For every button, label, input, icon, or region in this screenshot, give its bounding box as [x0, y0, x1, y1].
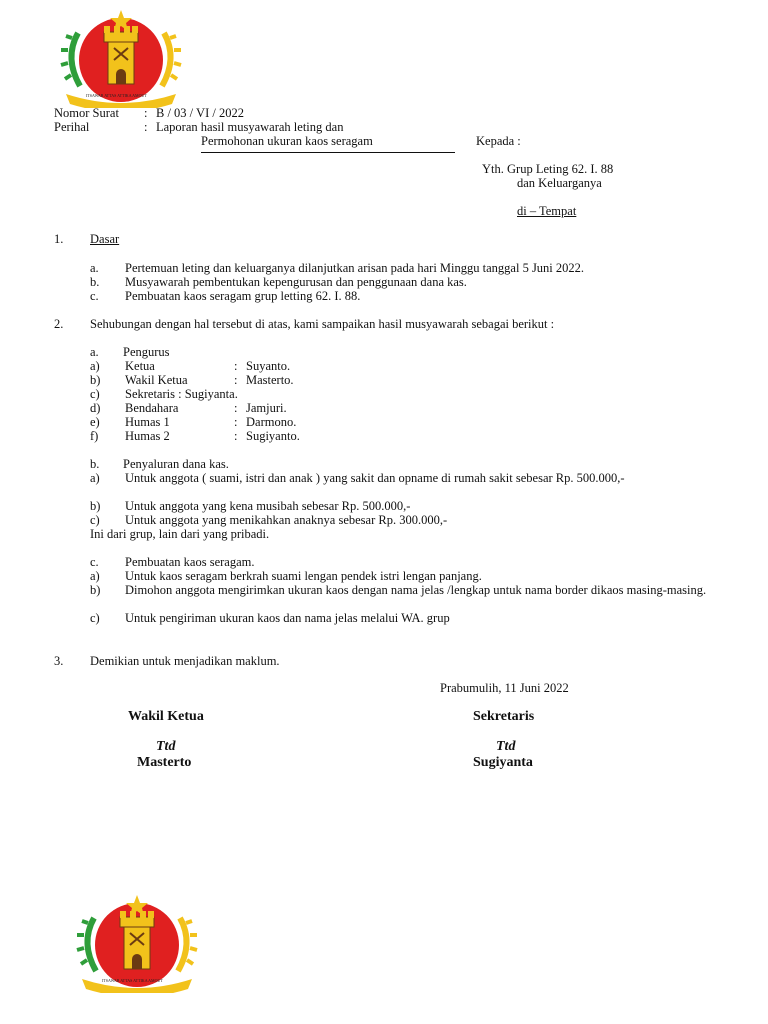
recipient-line1: Yth. Grup Leting 62. I. 88 — [482, 162, 614, 176]
perihal-line1: Laporan hasil musyawarah leting dan — [156, 120, 344, 134]
logo-banner-text: ITSAWAR ATTAS ATTIKA AMOUT — [102, 978, 163, 983]
section3-text: Demikian untuk menjadikan maklum. — [90, 654, 280, 668]
pengurus-role: Ketua — [125, 359, 155, 373]
dana-mark: a) — [90, 471, 100, 485]
s2-a-mark: a. — [90, 345, 99, 359]
pengurus-mark: d) — [90, 401, 101, 415]
s1-item-b-text: Musyawarah pembentukan kepengurusan dan penggunaan dana kas. — [125, 275, 467, 289]
s2-c-title: Pembuatan kaos seragam. — [125, 555, 255, 569]
pengurus-role: Humas 1 — [125, 415, 170, 429]
tower-icon — [120, 911, 154, 969]
s1-item-b-mark: b. — [90, 275, 100, 289]
s1-item-a-text: Pertemuan leting dan keluarganya dilanjutkan arisan pada hari Minggu tanggal 5 Juni 2022. — [125, 261, 585, 275]
s2-b-mark: b. — [90, 457, 100, 471]
section2-number: 2. — [54, 317, 64, 331]
s1-item-c-text: Pembuatan kaos seragam grup letting 62. I. 88. — [125, 289, 361, 303]
s1-item-a-mark: a. — [90, 261, 99, 275]
pengurus-name: Suyanto. — [246, 359, 291, 373]
left-signatory-title: Wakil Ketua — [128, 709, 204, 724]
nomor-colon: : — [144, 106, 148, 120]
perihal-underline — [201, 152, 455, 153]
dana-item-text: Untuk anggota ( suami, istri dan anak ) yang sakit dan opname di rumah sakit sebesar Rp. 500.000,- — [125, 471, 625, 485]
wreath-left-icon — [77, 918, 96, 971]
pengurus-mark: c) — [90, 387, 100, 401]
pengurus-name: Sugiyanto. — [246, 429, 300, 443]
pengurus-sep: : — [234, 415, 238, 429]
right-signature-ttd: Ttd — [496, 739, 516, 754]
perihal-colon: : — [144, 120, 148, 134]
pengurus-mark: f) — [90, 429, 99, 443]
dana-mark: c) — [90, 513, 100, 527]
pengurus-role: Sekretaris : Sugiyanta. — [125, 387, 238, 401]
left-signature-ttd: Ttd — [156, 739, 176, 754]
nomor-surat-label: Nomor Surat — [54, 106, 119, 120]
section3-number: 3. — [54, 654, 64, 668]
pengurus-sep: : — [234, 429, 238, 443]
s2-b-title: Penyaluran dana kas. — [123, 457, 229, 471]
perihal-label: Perihal — [54, 120, 90, 134]
kaos-mark: a) — [90, 569, 100, 583]
s2-c-mark: c. — [90, 555, 99, 569]
dana-mark: b) — [90, 499, 101, 513]
kaos-mark: b) — [90, 583, 101, 597]
wreath-right-icon — [162, 33, 181, 86]
pengurus-role: Bendahara — [125, 401, 179, 415]
s2-a-title: Pengurus — [123, 345, 170, 359]
right-signatory-name: Sugiyanta — [473, 755, 533, 770]
kaos-item-text: Untuk kaos seragam berkrah suami lengan pendek istri lengan panjang. — [125, 569, 482, 583]
recipient-place: di – Tempat — [517, 204, 577, 218]
recipient-line2: dan Keluarganya — [517, 176, 602, 190]
kaos-item-text: Dimohon anggota mengirimkan ukuran kaos dengan nama jelas /lengkap untuk nama border dikaos masing-masing. — [125, 583, 707, 597]
pengurus-role: Wakil Ketua — [125, 373, 188, 387]
pengurus-sep: : — [234, 373, 238, 387]
wreath-left-icon — [61, 33, 80, 86]
right-signatory-title: Sekretaris — [473, 709, 535, 724]
left-signatory-name: Masterto — [137, 755, 192, 770]
pengurus-mark: b) — [90, 373, 101, 387]
s1-item-c-mark: c. — [90, 289, 99, 303]
section2-intro: Sehubungan dengan hal tersebut di atas, kami sampaikan hasil musyawarah sebagai berikut : — [90, 317, 555, 331]
kepada-label: Kepada : — [476, 134, 521, 148]
kaos-mark: c) — [90, 611, 100, 625]
pengurus-sep: : — [234, 359, 238, 373]
dana-item-text: Untuk anggota yang menikahkan anaknya sebesar Rp. 300.000,- — [125, 513, 448, 527]
pengurus-name: Jamjuri. — [246, 401, 287, 415]
dana-note: Ini dari grup, lain dari yang pribadi. — [90, 527, 270, 541]
dana-item-text: Untuk anggota yang kena musibah sebesar Rp. 500.000,- — [125, 499, 411, 513]
kaos-item-text: Untuk pengiriman ukuran kaos dan nama jelas melalui WA. grup — [125, 611, 450, 625]
nomor-surat-value: B / 03 / VI / 2022 — [156, 106, 244, 120]
pengurus-sep: : — [234, 401, 238, 415]
logo-banner-text: ITSAWAR ATTAS ATTIKA AMOUT — [86, 93, 147, 98]
place-date: Prabumulih, 11 Juni 2022 — [440, 681, 569, 695]
pengurus-mark: e) — [90, 415, 100, 429]
wreath-right-icon — [178, 918, 197, 971]
pengurus-name: Darmono. — [246, 415, 297, 429]
section1-number: 1. — [54, 232, 64, 246]
pengurus-mark: a) — [90, 359, 100, 373]
section1-title: Dasar — [90, 232, 120, 246]
tower-icon — [104, 26, 138, 84]
pengurus-name: Masterto. — [246, 373, 294, 387]
perihal-line2: Permohonan ukuran kaos seragam — [201, 134, 373, 148]
pengurus-role: Humas 2 — [125, 429, 170, 443]
